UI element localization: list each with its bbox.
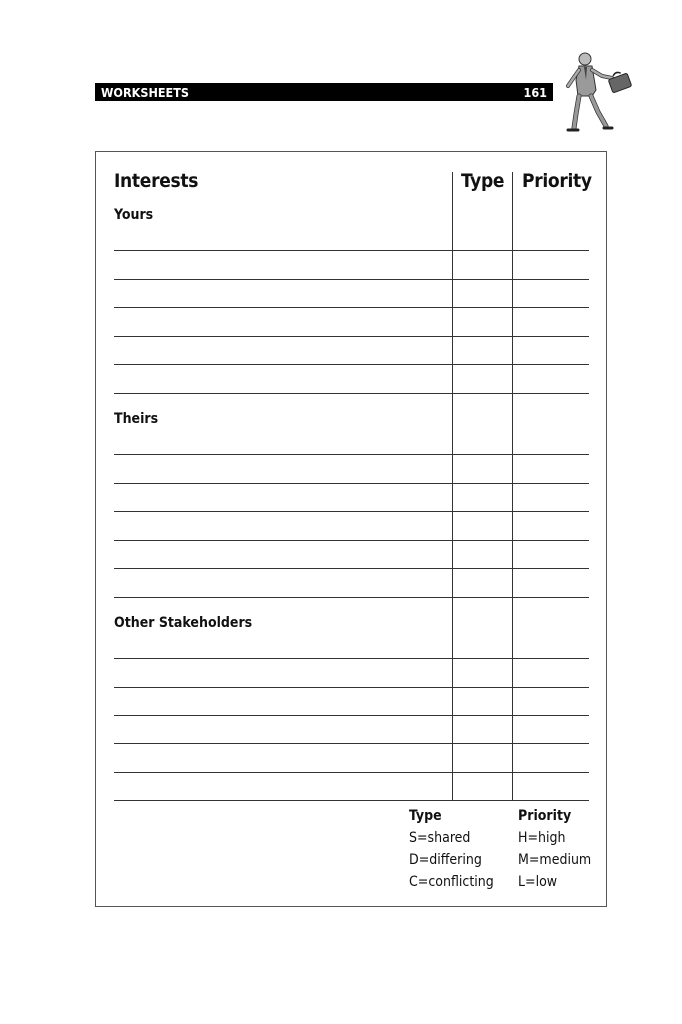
entry-line[interactable]	[114, 279, 589, 280]
type-legend-item: C=conflicting	[409, 874, 494, 890]
entry-line[interactable]	[114, 658, 589, 659]
type-legend-heading: Type	[409, 808, 442, 824]
entry-line[interactable]	[114, 743, 589, 744]
worksheet-frame	[95, 151, 607, 907]
running-header	[95, 83, 553, 101]
entry-line[interactable]	[114, 483, 589, 484]
entry-line[interactable]	[114, 568, 589, 569]
type-legend-item: D=differing	[409, 852, 482, 868]
entry-line[interactable]	[114, 687, 589, 688]
priority-column-divider	[512, 172, 513, 800]
page-number: 161	[523, 84, 547, 100]
entry-line[interactable]	[114, 336, 589, 337]
type-column-divider	[452, 172, 453, 800]
entry-line[interactable]	[114, 715, 589, 716]
entry-line[interactable]	[114, 454, 589, 455]
priority-column-heading: Priority	[522, 170, 592, 192]
type-column-heading: Type	[461, 170, 505, 192]
priority-legend-heading: Priority	[518, 808, 572, 824]
entry-line[interactable]	[114, 597, 589, 598]
entry-line[interactable]	[114, 772, 589, 773]
entry-line[interactable]	[114, 307, 589, 308]
priority-legend-item: H=high	[518, 830, 566, 846]
entry-line[interactable]	[114, 364, 589, 365]
entry-line[interactable]	[114, 540, 589, 541]
priority-legend	[518, 805, 591, 893]
entry-line[interactable]	[114, 250, 589, 251]
interests-column-heading: Interests	[114, 170, 199, 192]
type-legend-item: S=shared	[409, 830, 471, 846]
section-label-other-stakeholders: Other Stakeholders	[114, 615, 253, 631]
entry-line[interactable]	[114, 511, 589, 512]
priority-legend-item: L=low	[518, 874, 558, 890]
businessman-with-briefcase-icon	[562, 50, 640, 134]
type-legend	[409, 805, 494, 893]
entry-line[interactable]	[114, 800, 589, 801]
priority-legend-item: M=medium	[518, 852, 592, 868]
header-section-title: WORKSHEETS	[101, 84, 189, 100]
entry-line[interactable]	[114, 393, 589, 394]
section-label-theirs: Theirs	[114, 411, 159, 427]
section-label-yours: Yours	[114, 207, 154, 223]
